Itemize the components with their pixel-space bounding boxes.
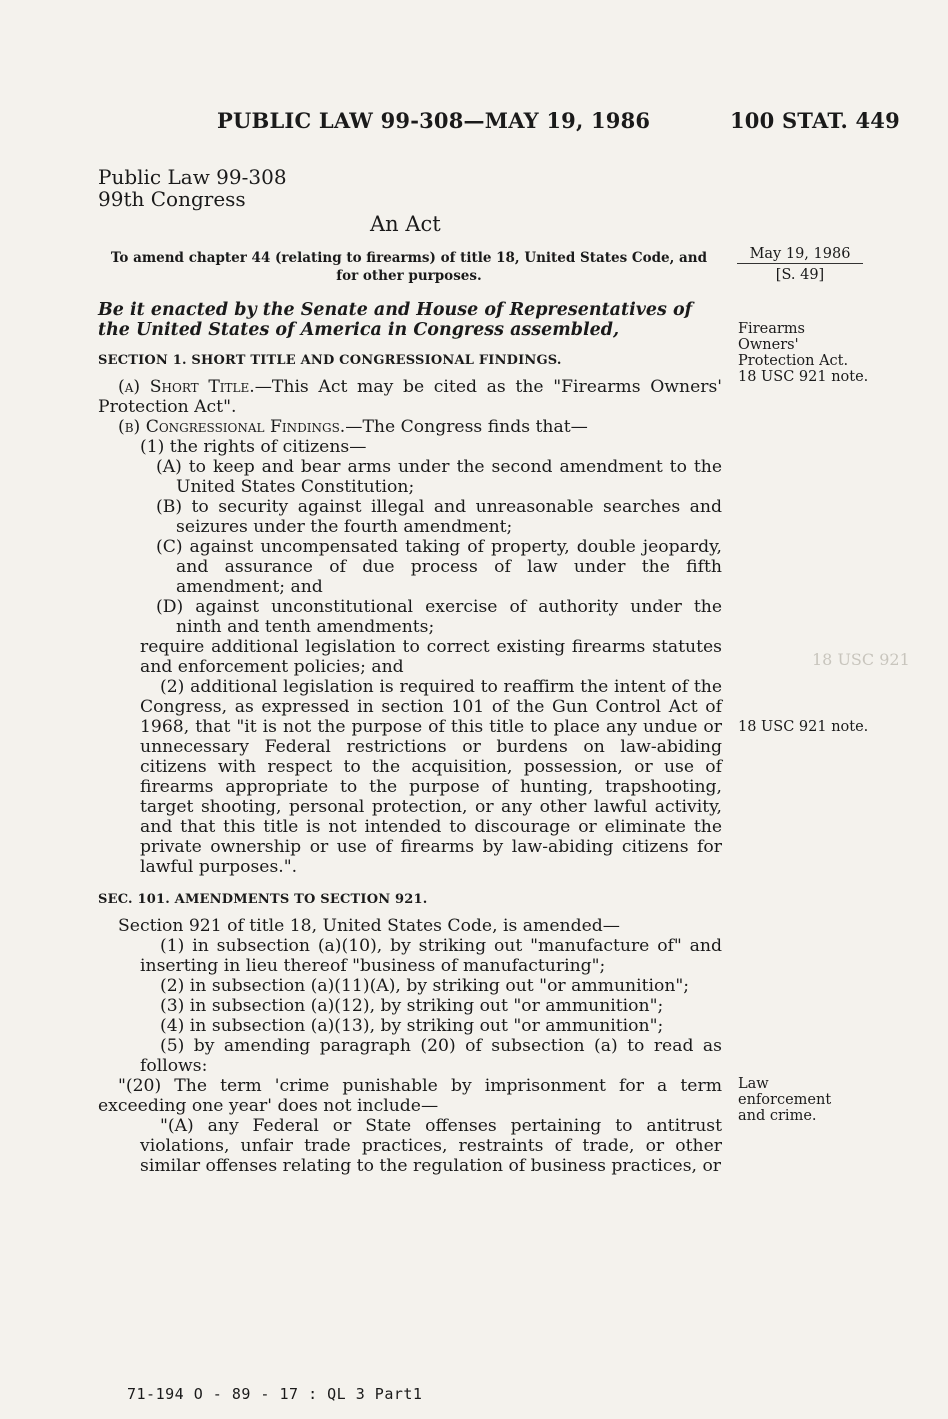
section-101-heading: SEC. 101. AMENDMENTS TO SECTION 921. <box>98 892 428 907</box>
finding-1C: (C) against uncompensated taking of property, double jeopardy, and assurance of due process of law under the fifth amendment; and <box>156 537 722 597</box>
section-1-b-label: (b) Congressional Findings. <box>118 417 346 437</box>
finding-2: (2) additional legislation is required to reaffirm the intent of the Congress, as expressed in section 101 of the Gun Control Act of 1968, that "it is not the purpose of this title to place any undue or unnecessary Federal restrictions or burdens on law-abiding citizens with respect to the acquisition, possession, or use of firearms appropriate to the purpose of hunting, trapshooting, target shooting, personal protection, or any other lawful activity, and that this title is not intended to discourage or eliminate the private ownership or use of firearms by law-abiding citizens for lawful purposes.". <box>140 677 722 877</box>
print-footer: 71-194 O - 89 - 17 : QL 3 Part1 <box>127 1385 423 1403</box>
section-1-a-label: (a) Short Title. <box>118 377 255 397</box>
quoted-paragraph-20: "(20) The term 'crime punishable by imprisonment for a term exceeding one year' does not include— <box>98 1076 722 1116</box>
section-1-a-text: —This Act may be cited as the "Firearms Owners' Protection Act". <box>98 377 722 417</box>
amendment-3: (3) in subsection (a)(12), by striking out "or ammunition"; <box>160 996 664 1016</box>
finding-1A: (A) to keep and bear arms under the second amendment to the United States Constitution; <box>156 457 722 497</box>
margin-note-short-title <box>738 321 868 385</box>
margin-note-line: and crime. <box>738 1108 817 1124</box>
margin-note-line: 18 USC 921 note. <box>738 369 869 385</box>
finding-1B: (B) to security against illegal and unreasonable searches and seizures under the fourth amendment; <box>156 497 722 537</box>
margin-note-line: Law <box>738 1076 769 1092</box>
margin-note-line: Protection Act. <box>738 353 849 369</box>
section-101-intro: Section 921 of title 18, United States Code, is amended— <box>118 916 620 936</box>
amendment-1: (1) in subsection (a)(10), by striking out "manufacture of" and inserting in lieu thereof "business of manufacturing"; <box>140 936 722 976</box>
act-title: An Act <box>370 212 441 236</box>
amendment-5: (5) by amending paragraph (20) of subsection (a) to read as follows: <box>140 1036 722 1076</box>
section-101 <box>98 890 722 1176</box>
enacting-clause: Be it enacted by the Senate and House of Representatives of the United States of America in Congress assembled, <box>98 300 693 340</box>
margin-date-block <box>737 246 863 283</box>
margin-note-law-enforcement <box>738 1076 831 1124</box>
margin-note-line: Firearms <box>738 321 805 337</box>
section-1 <box>98 351 722 877</box>
page-header-title: PUBLIC LAW 99-308—MAY 19, 1986 <box>217 108 651 133</box>
act-purpose: To amend chapter 44 (relating to firearms) of title 18, United States Code, and for other purposes. <box>110 250 708 284</box>
amendment-2: (2) in subsection (a)(11)(A), by striking out "or ammunition"; <box>160 976 690 996</box>
bleed-through-mark: 18 USC 921 <box>812 650 910 669</box>
amendment-4: (4) in subsection (a)(13), by striking out "or ammunition"; <box>160 1016 664 1036</box>
section-1-b <box>98 417 722 437</box>
section-1-heading: SECTION 1. SHORT TITLE AND CONGRESSIONAL FINDINGS. <box>98 353 562 368</box>
section-1-b-text: —The Congress finds that— <box>345 417 588 437</box>
margin-note-findings: 18 USC 921 note. <box>738 719 869 735</box>
page-header-stat: 100 STAT. 449 <box>730 108 900 133</box>
margin-date: May 19, 1986 <box>737 246 863 264</box>
margin-note-line: Owners' <box>738 337 799 353</box>
section-1-a <box>98 377 722 417</box>
quoted-paragraph-20A: "(A) any Federal or State offenses pertaining to antitrust violations, unfair trade practices, restraints of trade, or other similar offenses relating to the regulation of business practices, or <box>140 1116 722 1176</box>
finding-1: (1) the rights of citizens— <box>140 437 367 457</box>
congress-number: 99th Congress <box>98 187 246 211</box>
margin-note-line: enforcement <box>738 1092 832 1108</box>
finding-1D: (D) against unconstitutional exercise of authority under the ninth and tenth amendments; <box>156 597 722 637</box>
finding-1-continuation: require additional legislation to correct existing firearms statutes and enforcement policies; and <box>140 637 722 677</box>
margin-bill-number: [S. 49] <box>775 267 825 283</box>
public-law-number: Public Law 99-308 <box>98 165 287 189</box>
